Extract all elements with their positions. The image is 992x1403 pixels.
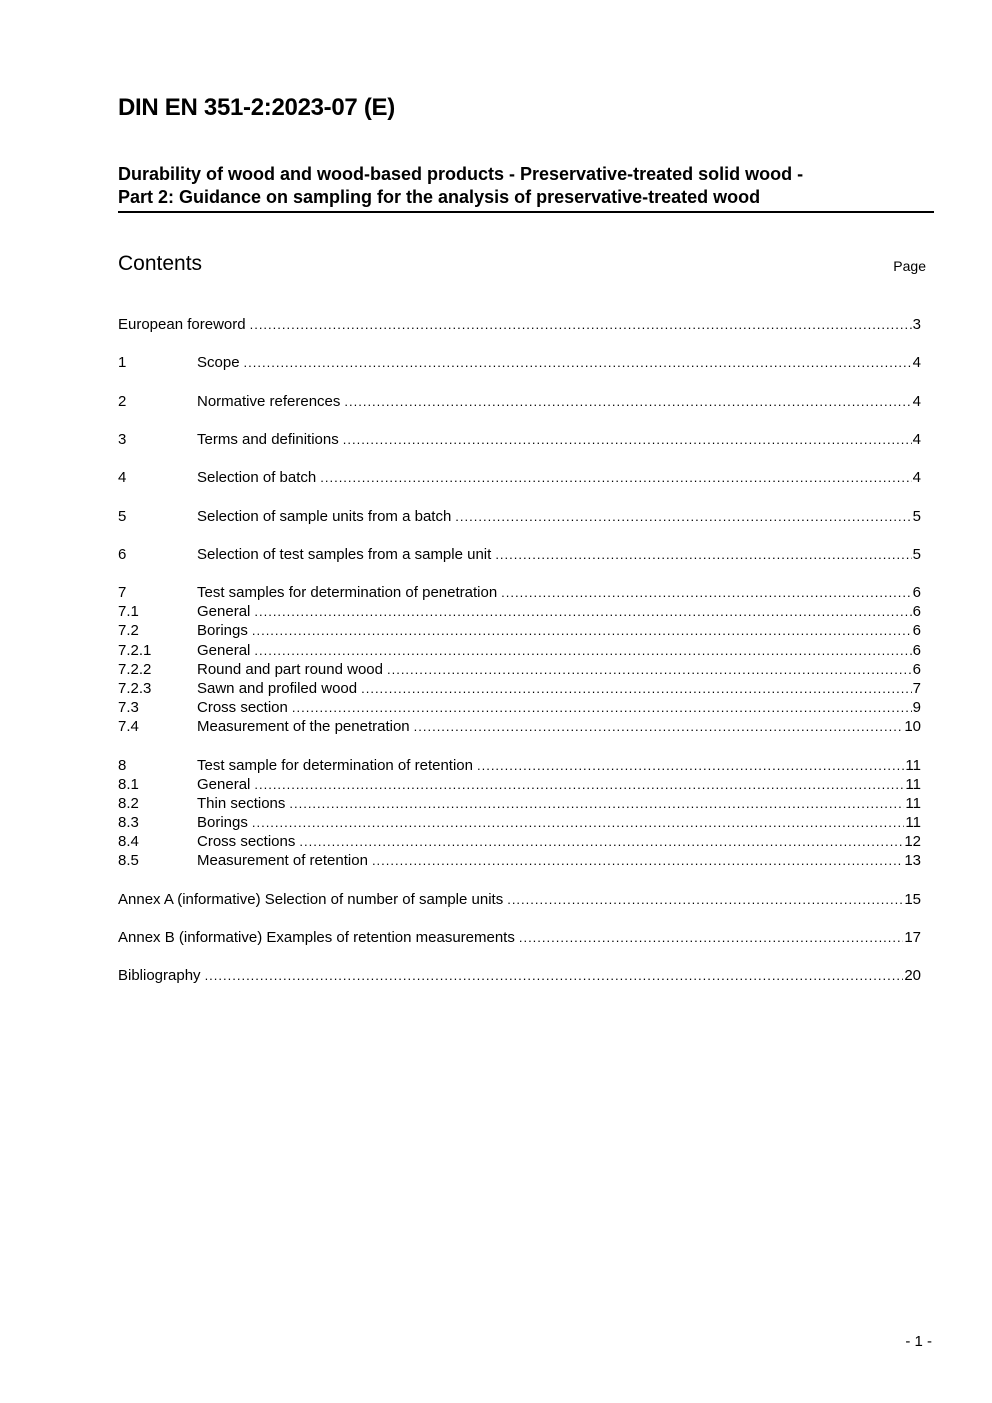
toc-entry-title: General <box>197 642 251 659</box>
toc-entry[interactable] <box>118 718 921 737</box>
toc-entry-page: 10 <box>904 718 921 735</box>
toc-entry-page: 11 <box>905 757 921 774</box>
toc-entry-number: 7.2.1 <box>118 642 152 659</box>
toc-entry-title: Measurement of retention <box>197 852 368 869</box>
toc-entry[interactable] <box>118 661 921 680</box>
toc-entry-title: Annex B (informative) Examples of retention measurements <box>118 929 515 946</box>
toc-entry-title: Test sample for determination of retention <box>197 757 473 774</box>
toc-dot-leader <box>343 432 912 447</box>
toc-entry-number: 7.2.2 <box>118 661 152 678</box>
toc-dot-leader <box>320 470 911 485</box>
toc-entry-title: Measurement of the penetration <box>197 718 410 735</box>
toc-entry[interactable] <box>118 546 921 565</box>
toc-entry-title: Sawn and profiled wood <box>197 680 358 697</box>
toc-dot-leader <box>254 777 904 792</box>
toc-entry-title: Selection of sample units from a batch <box>197 508 452 525</box>
toc-entry-page: 13 <box>904 852 921 869</box>
toc-entry-title: Round and part round wood <box>197 661 383 678</box>
toc-entry-page: 15 <box>904 891 921 908</box>
toc-entry-number: 2 <box>118 393 127 410</box>
toc-entry-number: 3 <box>118 431 127 448</box>
toc-entry[interactable] <box>118 891 921 910</box>
toc-entry-number: 8.3 <box>118 814 139 831</box>
toc-dot-leader <box>414 719 904 734</box>
toc-entry[interactable] <box>118 603 921 622</box>
toc-entry-page: 6 <box>912 584 921 601</box>
toc-entry[interactable] <box>118 680 921 699</box>
toc-entry[interactable] <box>118 929 921 948</box>
toc-entry-number: 7.3 <box>118 699 139 716</box>
toc-entry-page: 6 <box>912 603 921 620</box>
toc-entry-page: 6 <box>912 661 921 678</box>
toc-entry-number: 8.5 <box>118 852 139 869</box>
toc-entry-number: 8 <box>118 757 127 774</box>
toc-entry-number: 8.1 <box>118 776 139 793</box>
toc-entry-page: 4 <box>912 431 921 448</box>
toc-dot-leader <box>244 355 912 370</box>
toc-dot-leader <box>299 834 903 849</box>
toc-entry-number: 8.4 <box>118 833 139 850</box>
toc-entry[interactable] <box>118 316 921 335</box>
toc-entry-title: Borings <box>197 814 248 831</box>
toc-entry-title: Test samples for determination of penetration <box>197 584 498 601</box>
toc-entry[interactable] <box>118 967 921 986</box>
toc-entry-title: Annex A (informative) Selection of number of sample units <box>118 891 504 908</box>
toc-entry[interactable] <box>118 852 921 871</box>
contents-heading: Contents <box>118 252 203 275</box>
toc-entry[interactable] <box>118 833 921 852</box>
toc-entry-title: Cross sections <box>197 833 296 850</box>
toc-dot-leader <box>254 604 911 619</box>
toc-entry-title: Thin sections <box>197 795 286 812</box>
toc-entry-page: 5 <box>912 508 921 525</box>
toc-entry[interactable] <box>118 757 921 776</box>
toc-entry-number: 1 <box>118 354 127 371</box>
toc-entry[interactable] <box>118 622 921 641</box>
toc-entry[interactable] <box>118 508 921 527</box>
toc-entry-title: Terms and definitions <box>197 431 339 448</box>
toc-entry-number: 5 <box>118 508 127 525</box>
toc-entry-number: 8.2 <box>118 795 139 812</box>
toc-entry-number: 7.1 <box>118 603 139 620</box>
toc-entry-page: 9 <box>912 699 921 716</box>
toc-entry[interactable] <box>118 469 921 488</box>
toc-entry-page: 11 <box>905 776 921 793</box>
toc-entry[interactable] <box>118 776 921 795</box>
toc-entry-title: Bibliography <box>118 967 201 984</box>
toc-entry-title: Cross section <box>197 699 288 716</box>
toc-entry-title: Selection of test samples from a sample unit <box>197 546 492 563</box>
toc-entry-title: Borings <box>197 622 248 639</box>
document-title <box>118 163 934 213</box>
toc-entry-title: Scope <box>197 354 240 371</box>
toc-entry-title: Selection of batch <box>197 469 317 486</box>
toc-entry-page: 12 <box>904 833 921 850</box>
toc-dot-leader <box>205 968 904 983</box>
toc-entry-page: 6 <box>912 622 921 639</box>
toc-entry[interactable] <box>118 814 921 833</box>
toc-entry-title: General <box>197 603 251 620</box>
document-number: DIN EN 351-2:2023-07 (E) <box>118 94 395 121</box>
toc-entry-number: 7.2.3 <box>118 680 152 697</box>
toc-dot-leader <box>455 509 911 524</box>
toc-entry[interactable] <box>118 431 921 450</box>
toc-entry-title: Normative references <box>197 393 341 410</box>
page-footer: - 1 - <box>905 1333 932 1350</box>
toc-entry-page: 6 <box>912 642 921 659</box>
toc-entry-page: 5 <box>912 546 921 563</box>
toc-entry-page: 11 <box>905 795 921 812</box>
toc-dot-leader <box>495 547 911 562</box>
toc-entry-number: 7.4 <box>118 718 139 735</box>
toc-dot-leader <box>252 623 912 638</box>
toc-entry-page: 17 <box>904 929 921 946</box>
toc-dot-leader <box>252 815 905 830</box>
toc-dot-leader <box>250 317 912 332</box>
toc-entry[interactable] <box>118 354 921 373</box>
toc-dot-leader <box>507 892 903 907</box>
toc-entry-page: 4 <box>912 469 921 486</box>
toc-dot-leader <box>519 930 903 945</box>
toc-entry-page: 11 <box>905 814 921 831</box>
toc-entry-page: 3 <box>912 316 921 333</box>
toc-dot-leader <box>501 585 911 600</box>
toc-entry-title: General <box>197 776 251 793</box>
toc-entry[interactable] <box>118 699 921 718</box>
toc-entry[interactable] <box>118 584 921 603</box>
toc-entry-number: 7.2 <box>118 622 139 639</box>
toc-entry-number: 6 <box>118 546 127 563</box>
toc-dot-leader <box>289 796 904 811</box>
toc-entry-page: 20 <box>904 967 921 984</box>
document-title-line-2: Part 2: Guidance on sampling for the analysis of preservative-treated wood <box>118 187 761 207</box>
toc-entry-number: 7 <box>118 584 127 601</box>
toc-entry-page: 4 <box>912 354 921 371</box>
toc-dot-leader <box>387 662 912 677</box>
toc-entry-title: European foreword <box>118 316 246 333</box>
toc-entry-page: 7 <box>912 680 921 697</box>
toc-entry[interactable] <box>118 795 921 814</box>
toc-dot-leader <box>292 700 912 715</box>
document-title-line-1: Durability of wood and wood-based products - Preservative-treated solid wood - <box>118 164 804 184</box>
toc-dot-leader <box>477 758 904 773</box>
toc-entry[interactable] <box>118 642 921 661</box>
toc-dot-leader <box>372 853 903 868</box>
toc-dot-leader <box>254 643 911 658</box>
toc-entry-page: 4 <box>912 393 921 410</box>
toc-entry[interactable] <box>118 393 921 412</box>
toc-dot-leader <box>344 394 911 409</box>
toc-dot-leader <box>361 681 912 696</box>
toc-entry-number: 4 <box>118 469 127 486</box>
page-column-label: Page <box>893 258 926 274</box>
